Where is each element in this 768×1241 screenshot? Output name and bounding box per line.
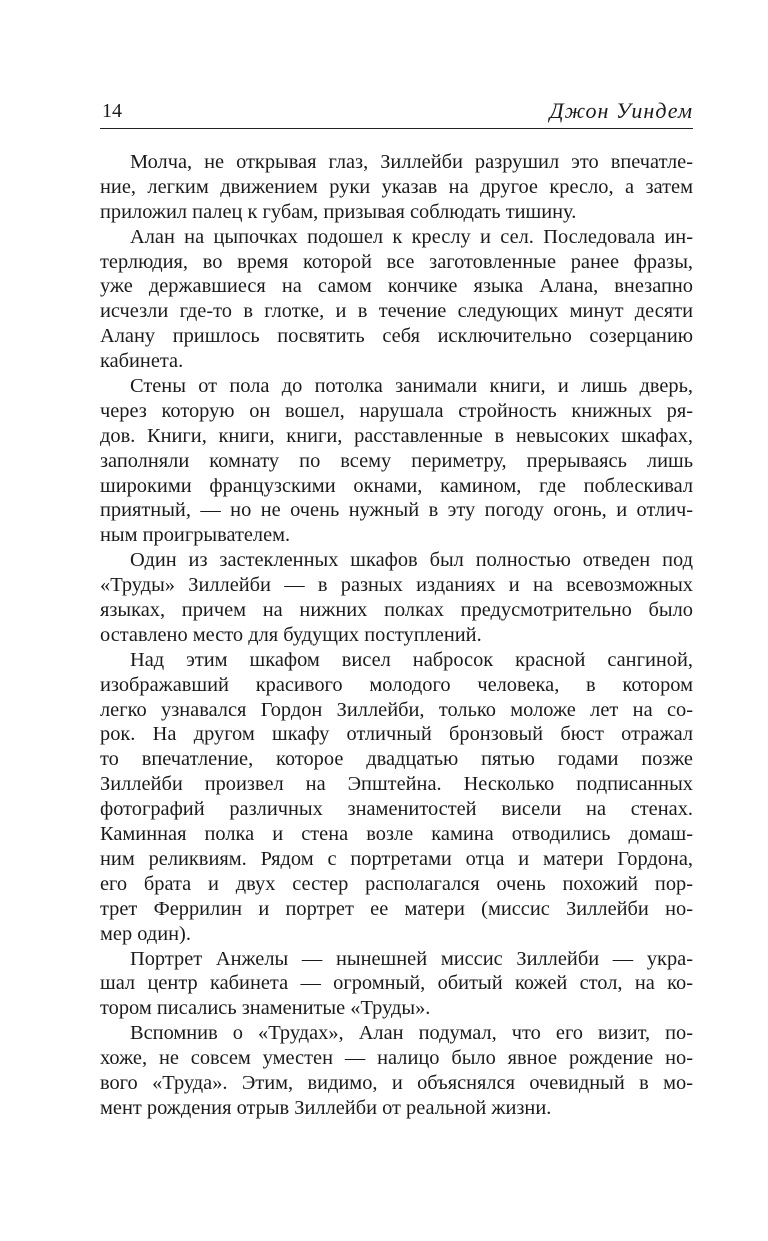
text-line: оставлено место для будущих поступлений. xyxy=(100,623,482,646)
text-line: Молча, не открывая глаз, Зиллейби разрушил это впечатле- xyxy=(130,151,693,173)
paragraph xyxy=(100,548,693,648)
text-line: Портрет Анжелы — нынешней миссис Зиллейби — укра- xyxy=(130,947,693,970)
text-line: Алану пришлось посвятить себя исключительно созерцанию xyxy=(100,325,693,348)
text-line: Каминная полка и стена возле камина отводились домаш- xyxy=(100,823,693,846)
text-line: рок. На другом шкафу отличный бронзовый бюст отражал xyxy=(100,723,693,746)
text-line: трет Феррилин и портрет ее матери (миссис Зиллейби но- xyxy=(100,897,693,920)
text-line: приятный, — но не очень нужный в эту погоду огонь, и отлич- xyxy=(100,499,693,522)
text-line: кабинета. xyxy=(100,350,184,373)
text-line: Стены от пола до потолка занимали книги, и лишь дверь, xyxy=(130,375,693,398)
text-line: Один из застекленных шкафов был полностью отведен под xyxy=(130,549,693,572)
text-line: уже державшиеся на самом кончике языка Алана, внезапно xyxy=(100,275,693,298)
text-line: Вспомнив о «Трудах», Алан подумал, что его визит, по- xyxy=(130,1022,693,1045)
text-line: широкими французскими окнами, камином, где поблескивал xyxy=(100,474,693,497)
text-line: ным проигрывателем. xyxy=(100,524,291,547)
paragraph xyxy=(100,225,693,374)
text-line: легко узнавался Гордон Зиллейби, только моложе лет на со- xyxy=(100,698,693,721)
text-line: терлюдия, во время которой все заготовленные ранее фразы, xyxy=(100,250,693,273)
text-line: вого «Труда». Этим, видимо, и объяснялся очевидный в мо- xyxy=(100,1071,693,1094)
text-line: «Труды» Зиллейби — в разных изданиях и на всевозможных xyxy=(100,574,693,597)
paragraph xyxy=(100,947,693,1022)
text-line: хоже, не совсем уместен — налицо было явное рождение но- xyxy=(100,1047,693,1070)
text-line: изображавший красивого молодого человека, в котором xyxy=(100,673,693,696)
body-text xyxy=(100,150,693,1121)
text-line: приложил палец к губам, призывая соблюдать тишину. xyxy=(100,200,577,223)
paragraph xyxy=(100,374,693,548)
text-line: мент рождения отрыв Зиллейби от реальной жизни. xyxy=(100,1096,552,1119)
page-number: 14 xyxy=(102,100,122,122)
text-line: тором писались знаменитые «Труды». xyxy=(100,997,431,1020)
text-line: исчезли где-то в глотке, и в течение следующих минут десяти xyxy=(100,300,693,323)
text-line: его брата и двух сестер располагался очень похожий пор- xyxy=(100,872,693,895)
running-title: Джон Уиндем xyxy=(549,98,693,123)
paragraph xyxy=(100,150,693,225)
text-line: мер один). xyxy=(100,922,191,945)
text-line: ним реликвиям. Рядом с портретами отца и матери Гордона, xyxy=(100,847,693,870)
text-line: Зиллейби произвел на Эпштейна. Несколько подписанных xyxy=(100,773,693,796)
text-line: Алан на цыпочках подошел к креслу и сел. Последовала ин- xyxy=(130,225,693,248)
text-line: языках, причем на нижних полках предусмотрительно было xyxy=(100,599,693,622)
text-line: фотографий различных знаменитостей висели на стенах. xyxy=(100,798,693,821)
text-line: ние, легким движением руки указав на другое кресло, а затем xyxy=(100,175,693,198)
paragraph xyxy=(100,648,693,947)
text-line: через которую он вошел, нарушала стройность книжных ря- xyxy=(100,399,693,422)
text-line: Над этим шкафом висел набросок красной сангиной, xyxy=(130,648,693,671)
text-line: то впечатление, которое двадцатью пятью годами позже xyxy=(100,748,693,771)
text-line: шал центр кабинета — огромный, обитый кожей стол, на ко- xyxy=(100,972,693,995)
running-header xyxy=(100,98,693,129)
paragraph xyxy=(100,1021,693,1121)
text-line: заполняли комнату по всему периметру, прерываясь лишь xyxy=(100,449,693,472)
text-line: дов. Книги, книги, книги, расставленные в невысоких шкафах, xyxy=(100,424,693,447)
